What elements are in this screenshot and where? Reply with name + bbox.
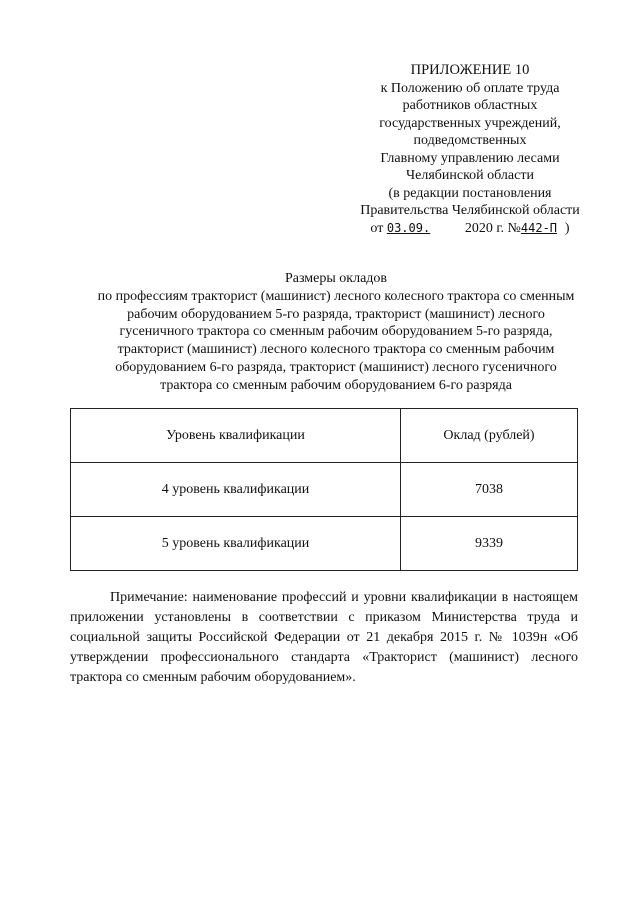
title-line: по профессиям тракторист (машинист) лесного колесного трактора со сменным [97, 288, 575, 304]
header-salary: Оклад (рублей) [401, 409, 578, 463]
qualification-level-cell: 5 уровень квалификации [71, 517, 401, 571]
appendix-header [320, 62, 620, 237]
title-line: трактора со сменным рабочим оборудованием 6-го разряда [160, 377, 512, 393]
resolution-number: 442-П [520, 220, 558, 235]
title-line: рабочим оборудованием 5-го разряда, тракторист (машинист) лесного [127, 306, 545, 322]
appendix-line: к Положению об оплате труда [380, 80, 560, 96]
document-title [40, 270, 632, 395]
date-prefix: от [370, 220, 384, 236]
header-qualification-level: Уровень квалификации [71, 409, 401, 463]
appendix-line: Правительства Челябинской области [360, 203, 580, 218]
salary-table [70, 408, 578, 571]
date-year: 2020 г. № [464, 220, 521, 236]
note-paragraph: Примечание: наименование профессий и уровни квалификации в настоящем приложении установлены в соответствии с приказом Министерства труда и социальной защиты Российской Федерации от 21 декабря 2015 г. № 1039н «Об утверждении профессионального стандарта «Тракторист (машинист) лесного трактора со сменным рабочим оборудованием». [70, 590, 578, 685]
salary-cell: 7038 [401, 463, 578, 517]
appendix-line: Челябинской области [406, 168, 534, 183]
appendix-line: (в редакции постановления [388, 185, 552, 201]
appendix-line: Главному управлению лесами [380, 150, 560, 166]
title-line: гусеничного трактора со сменным рабочим оборудованием 5-го разряда, [119, 324, 553, 340]
title-line: оборудованием 6-го разряда, тракторист (машинист) лесного гусеничного [115, 359, 557, 375]
salary-cell: 9339 [401, 517, 578, 571]
date-suffix: ) [564, 220, 570, 236]
resolution-date-line [320, 220, 620, 238]
table-row [71, 463, 578, 517]
resolution-date: 03.09. [386, 220, 431, 235]
qualification-level-cell: 4 уровень квалификации [71, 463, 401, 517]
table-header-row [71, 409, 578, 463]
appendix-line: государственных учреждений, [379, 115, 561, 131]
title-line: тракторист (машинист) лесного колесного трактора со сменным рабочим [117, 342, 555, 358]
appendix-line: подведомственных [413, 133, 527, 148]
table-row [71, 517, 578, 571]
appendix-line: работников областных [402, 98, 538, 113]
title-heading: Размеры окладов [284, 271, 388, 286]
appendix-title: ПРИЛОЖЕНИЕ 10 [410, 62, 530, 78]
